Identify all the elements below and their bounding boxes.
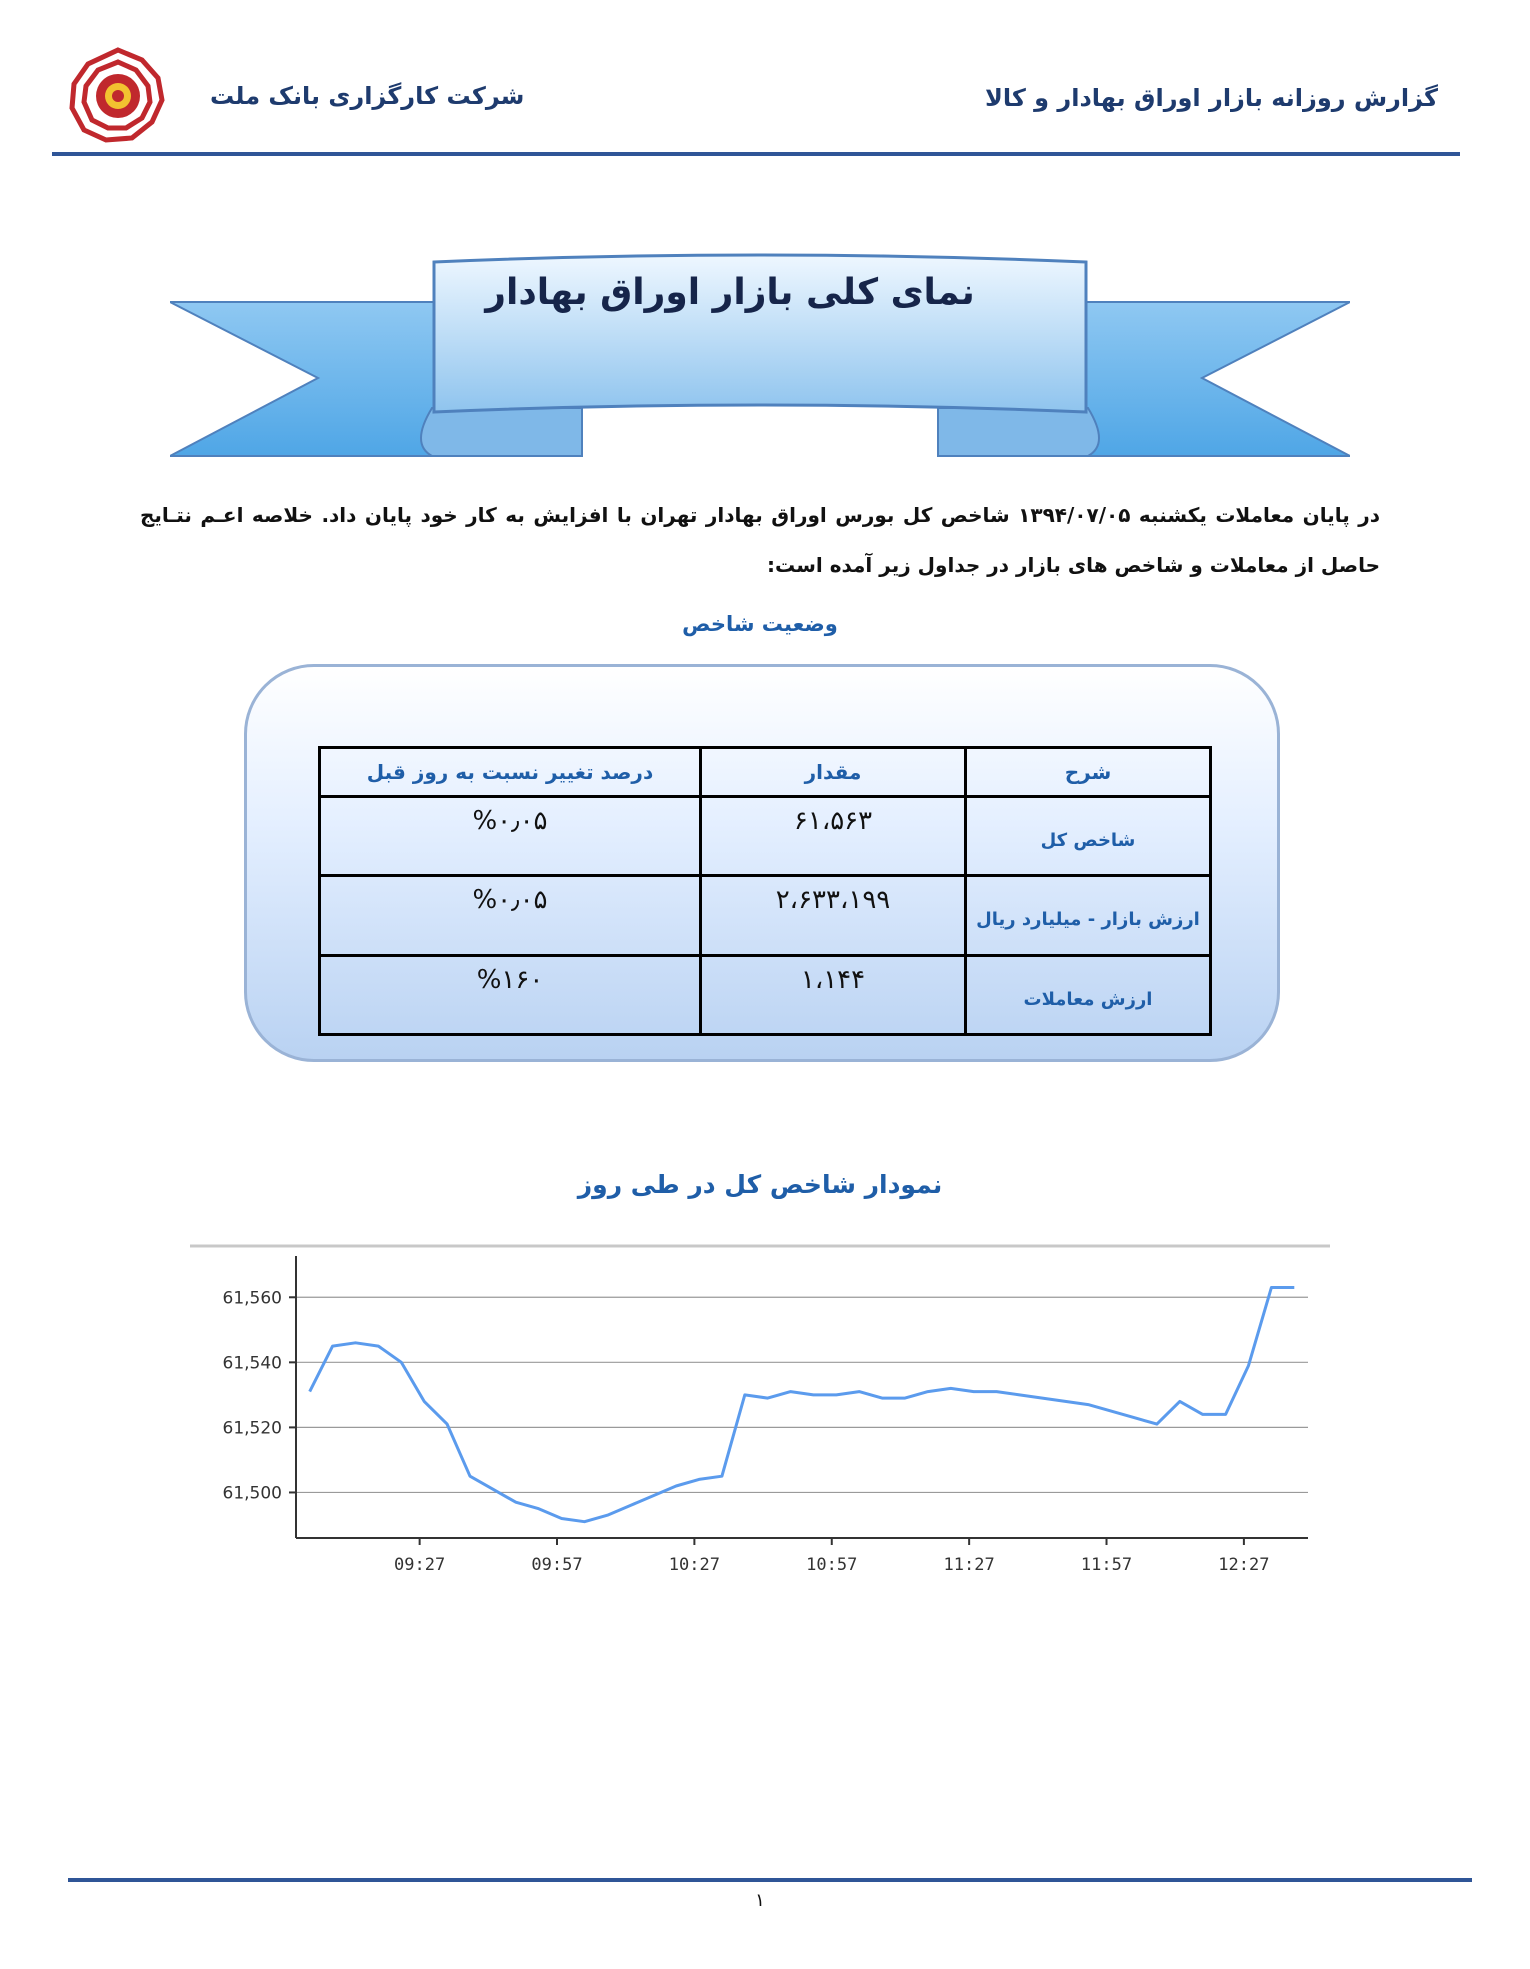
- row-change: %۱۶۰: [320, 955, 701, 1034]
- row-desc: ارزش معاملات: [966, 955, 1211, 1034]
- report-title: گزارش روزانه بازار اوراق بهادار و کالا: [984, 84, 1438, 112]
- y-tick-label: 61,520: [222, 1418, 282, 1439]
- intraday-index-chart: [190, 1238, 1330, 1598]
- x-tick-label: 11:57: [1080, 1555, 1133, 1575]
- x-tick-label: 09:27: [394, 1555, 446, 1575]
- index-status-table: [318, 746, 1212, 1036]
- header-desc: شرح: [966, 748, 1211, 797]
- index-series-line: [310, 1288, 1295, 1522]
- y-tick-label: 61,500: [222, 1483, 282, 1504]
- x-tick-label: 11:27: [943, 1555, 995, 1575]
- table-header-row: [320, 748, 1211, 797]
- x-tick-label: 09:57: [531, 1555, 583, 1575]
- row-change: %۰٫۰۵: [320, 876, 701, 955]
- bank-mellat-logo: [62, 46, 174, 146]
- row-amount: ۶۱،۵۶۳: [701, 797, 966, 876]
- row-amount: ۲،۶۳۳،۱۹۹: [701, 876, 966, 955]
- row-desc: ارزش بازار - میلیارد ریال: [966, 876, 1211, 955]
- header-amount: مقدار: [701, 748, 966, 797]
- chart-title: نمودار شاخص کل در طی روز: [577, 1170, 943, 1199]
- company-name: شرکت کارگزاری بانک ملت: [210, 82, 525, 110]
- row-desc: شاخص کل: [966, 797, 1211, 876]
- y-tick-label: 61,560: [222, 1288, 282, 1309]
- y-tick-label: 61,540: [222, 1353, 282, 1374]
- footer-divider: [68, 1878, 1472, 1882]
- table-row: [320, 797, 1211, 876]
- row-change: %۰٫۰۵: [320, 797, 701, 876]
- table-row: [320, 955, 1211, 1034]
- banner-title: نمای کلی بازار اوراق بهادار: [485, 272, 975, 313]
- index-status-title: وضعیت شاخص: [682, 612, 838, 636]
- intro-paragraph: در پایان معاملات یکشنبه ۱۳۹۴/۰۷/۰۵ شاخص کل بورس اوراق بهادار تهران با افزایش به کار خود پایان داد. خلاصه اعـم نتـایج حاصل از معاملات و شاخص های بازار در جداول زیر آمده است:: [140, 503, 1380, 577]
- table-row: [320, 876, 1211, 955]
- header-divider: [52, 152, 1460, 156]
- header-change: درصد تغییر نسبت به روز قبل: [320, 748, 701, 797]
- page-number: ۱: [755, 1890, 765, 1911]
- x-tick-label: 12:27: [1218, 1555, 1270, 1575]
- x-tick-label: 10:27: [668, 1555, 720, 1575]
- row-amount: ۱،۱۴۴: [701, 955, 966, 1034]
- x-tick-label: 10:57: [806, 1555, 858, 1575]
